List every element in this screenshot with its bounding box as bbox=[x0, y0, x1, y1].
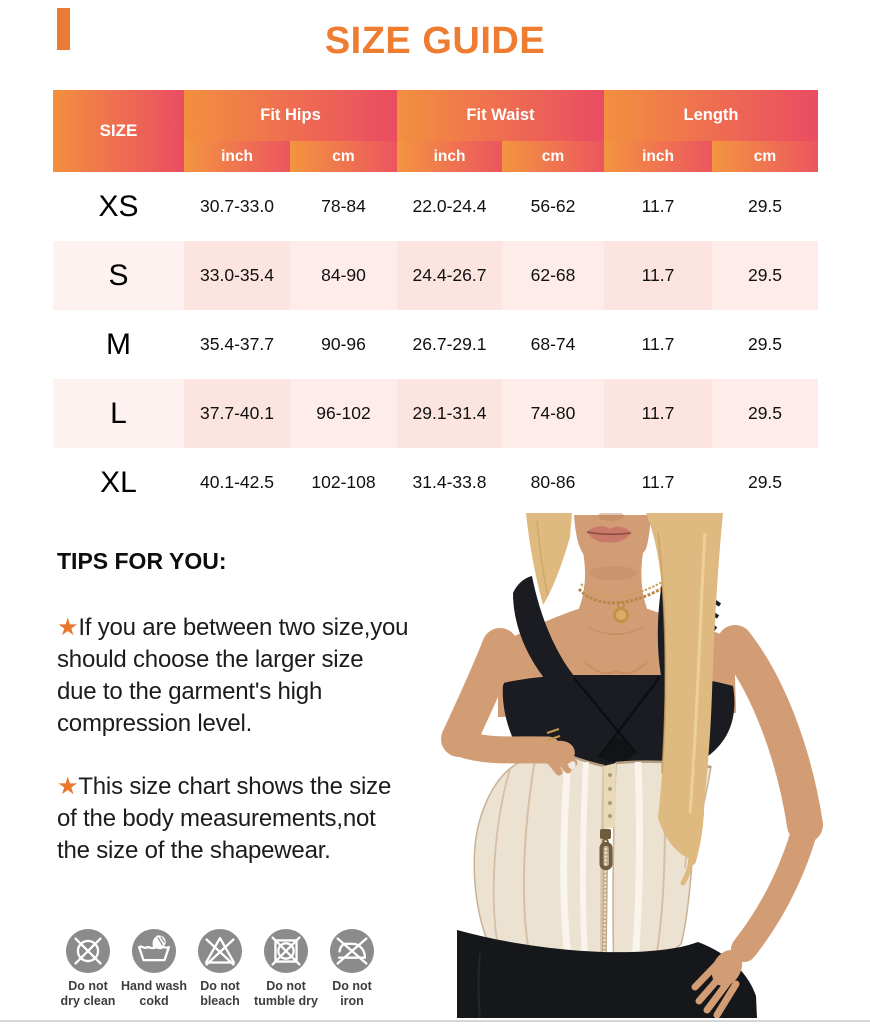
measurement-cell: 33.0-35.4 bbox=[184, 241, 290, 310]
size-cell: XS bbox=[98, 189, 139, 223]
measurement-cell: 24.4-26.7 bbox=[397, 241, 502, 310]
measurement-cell: 56-62 bbox=[530, 196, 576, 216]
subheader-cm: cm bbox=[290, 141, 397, 172]
measurement-cell: 74-80 bbox=[502, 379, 604, 448]
measurement-cell: 11.7 bbox=[641, 334, 675, 354]
tip-text: This size chart shows the size of the body measurements,not the size of the shapewear. bbox=[57, 773, 392, 864]
measurement-cell: 29.5 bbox=[747, 196, 783, 216]
care-label-line: Do not bbox=[332, 979, 372, 993]
hand-wash-icon bbox=[131, 928, 177, 974]
care-item bbox=[253, 928, 319, 1008]
size-cell: S bbox=[53, 241, 184, 310]
measurement-cell: 11.7 bbox=[641, 472, 675, 492]
bottom-divider bbox=[0, 1020, 870, 1022]
column-header-fit-hips: Fit Hips bbox=[184, 90, 397, 141]
size-cell: L bbox=[53, 379, 184, 448]
measurement-cell: 30.7-33.0 bbox=[200, 196, 274, 216]
tips-section bbox=[57, 548, 409, 898]
tips-heading: TIPS FOR YOU: bbox=[57, 548, 227, 574]
measurement-cell: 80-86 bbox=[530, 472, 576, 492]
measurement-cell: 78-84 bbox=[321, 196, 366, 216]
star-bullet-icon: ★ bbox=[57, 773, 79, 800]
table-row-xs bbox=[53, 172, 818, 241]
measurement-cell: 29.5 bbox=[712, 379, 818, 448]
care-label-line: dry clean bbox=[60, 993, 116, 1008]
size-cell: XL bbox=[100, 465, 137, 499]
care-item bbox=[121, 928, 187, 1008]
care-label-line: cokd bbox=[139, 993, 169, 1008]
measurement-cell: 84-90 bbox=[290, 241, 397, 310]
page-title: SIZE GUIDE bbox=[324, 20, 546, 62]
tip-item bbox=[57, 612, 409, 740]
measurement-cell: 11.7 bbox=[604, 379, 712, 448]
column-header-length: Length bbox=[604, 90, 818, 141]
measurement-cell: 31.4-33.8 bbox=[412, 472, 487, 492]
table-row-s bbox=[53, 241, 818, 310]
size-table-header bbox=[53, 90, 818, 172]
tip-text: If you are between two size,you should choose the larger size due to the garment's high compression level. bbox=[57, 614, 409, 737]
measurement-cell: 96-102 bbox=[290, 379, 397, 448]
measurement-cell: 90-96 bbox=[321, 334, 366, 354]
care-label-line: bleach bbox=[200, 993, 240, 1008]
measurement-cell: 37.7-40.1 bbox=[184, 379, 290, 448]
subheader-cm: cm bbox=[502, 141, 604, 172]
care-item bbox=[55, 928, 121, 1008]
care-label-line: Hand wash bbox=[121, 979, 187, 993]
care-item bbox=[319, 928, 385, 1008]
column-header-fit-waist: Fit Waist bbox=[397, 90, 604, 141]
size-cell: M bbox=[106, 327, 131, 361]
do-not-tumble-dry-icon bbox=[263, 928, 309, 974]
do-not-dry-clean-icon bbox=[65, 928, 111, 974]
measurement-cell: 29.5 bbox=[712, 241, 818, 310]
measurement-cell: 102-108 bbox=[311, 472, 376, 492]
measurement-cell: 40.1-42.5 bbox=[200, 472, 274, 492]
subheader-inch: inch bbox=[604, 141, 712, 172]
size-table bbox=[53, 90, 818, 517]
measurement-cell: 29.5 bbox=[747, 472, 783, 492]
care-label-line: iron bbox=[340, 993, 364, 1008]
subheader-inch: inch bbox=[184, 141, 290, 172]
care-label-line: Do not bbox=[266, 979, 306, 993]
star-bullet-icon: ★ bbox=[57, 614, 79, 641]
care-item bbox=[187, 928, 253, 1008]
do-not-iron-icon bbox=[329, 928, 375, 974]
care-label-line: Do not bbox=[68, 979, 108, 993]
table-row-l bbox=[53, 379, 818, 448]
subheader-cm: cm bbox=[712, 141, 818, 172]
care-label-line: tumble dry bbox=[254, 993, 318, 1008]
care-instructions bbox=[55, 928, 385, 1008]
measurement-cell: 29.5 bbox=[747, 334, 783, 354]
measurement-cell: 29.1-31.4 bbox=[397, 379, 502, 448]
measurement-cell: 11.7 bbox=[604, 241, 712, 310]
tip-item bbox=[57, 771, 409, 867]
subheader-inch: inch bbox=[397, 141, 502, 172]
table-row-m bbox=[53, 310, 818, 379]
measurement-cell: 26.7-29.1 bbox=[412, 334, 487, 354]
measurement-cell: 22.0-24.4 bbox=[412, 196, 487, 216]
measurement-cell: 62-68 bbox=[502, 241, 604, 310]
measurement-cell: 68-74 bbox=[530, 334, 576, 354]
product-model-photo bbox=[400, 513, 870, 1018]
measurement-cell: 35.4-37.7 bbox=[200, 334, 274, 354]
table-row-xl bbox=[53, 448, 818, 517]
do-not-bleach-icon bbox=[197, 928, 243, 974]
measurement-cell: 11.7 bbox=[641, 196, 675, 216]
hook-strip-graphic bbox=[604, 763, 616, 829]
column-header-size: SIZE bbox=[53, 90, 184, 172]
care-label-line: Do not bbox=[200, 979, 240, 993]
